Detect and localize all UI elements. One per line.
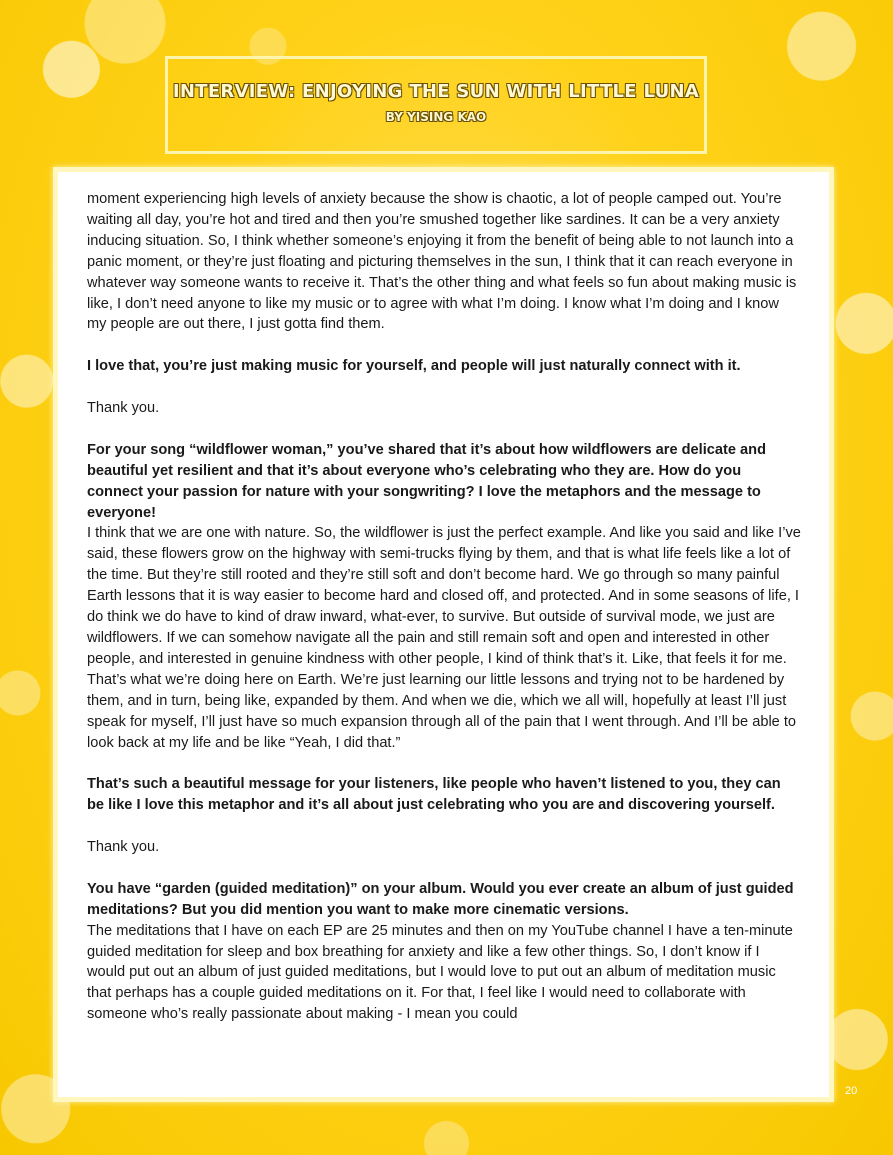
question-paragraph: That’s such a beautiful message for your listeners, like people who haven’t listened to you, they can be like I love this metaphor and it’s all about just celebrating who you are and discovering yourself. [87,776,781,814]
answer-paragraph: moment experiencing high levels of anxiety because the show is chaotic, a lot of people camped out. You’re waiting all day, you’re hot and tired and then you’re smushed together like sardines. It can be a very anxiety inducing situation. So, I think whether someone’s enjoying it from the benefit of being able to not launch into a panic moment, or they’re just floating and picturing themselves in the sun, I think that it can reach everyone in whatever way someone wants to receive it. That’s the other thing and what feels so fun about making music is like, I don’t need anyone to like my music or to agree with what I’m doing. I know what I’m doing and I know my people are out there, I just gotta find them. [87,191,797,333]
answer-paragraph: Thank you. [87,839,160,856]
answer-paragraph: I think that we are one with nature. So, the wildflower is just the perfect example. And like you said and like I’ve said, these flowers grow on the highway with semi-trucks flying by them, and that is what life feels like a lot of the time. But they’re still rooted and they’re still soft and don’t become hard. We go through so many painful Earth lessons that it is way easier to become hard and closed off, and protected. And in some seasons of life, I do think we do have to kind of draw inward, what-ever, to survive. But outside of survival mode, we just are wildflowers. If we can somehow navigate all the pain and still remain soft and open and interested in other people, and interested in genuine kindness with other people, I kind of think that’s it. Like, that feels it for me. That’s what we’re doing here on Earth. We’re just learning our little lessons and trying not to be hardened by them, and in turn, being like, expanded by them. And when we die, which we all will, hopefully at least I’ll just speak for myself, I’ll just have so much expansion through all of the pain that I went through. And I’ll be able to look back at my life and be like “Yeah, I did that.” [87,525,801,751]
interview-text-panel [53,167,834,1102]
article-title: INTERVIEW: ENJOYING THE SUN WITH LITTLE LUNA [172,81,700,102]
answer-paragraph: Thank you. [87,400,160,417]
question-paragraph: I love that, you’re just making music for yourself, and people will just naturally connect with it. [87,358,741,375]
question-paragraph: You have “garden (guided meditation)” on your album. Would you ever create an album of just guided meditations? But you did mention you want to make more cinematic versions. [87,880,794,918]
page-number: 20 [845,1085,858,1097]
byline: BY YISING KAO [385,110,487,124]
question-paragraph: For your song “wildflower woman,” you’ve shared that it’s about how wildflowers are delicate and beautiful yet resilient and that it’s about everyone who’s celebrating who they are. How do you connect your passion for nature with your songwriting? I love the metaphors and the message to everyone! [87,441,766,521]
title-box [165,56,707,154]
answer-paragraph: The meditations that I have on each EP are 25 minutes and then on my YouTube channel I have a ten-minute guided meditation for sleep and box breathing for anxiety and like a few other things. So, I don’t know if I would put out an album of just guided meditations, but I would love to put out an album of meditation music that perhaps has a couple guided meditations on it. For that, I feel like I would need to collaborate with someone who’s really passionate about making - I mean you could [87,922,793,1023]
